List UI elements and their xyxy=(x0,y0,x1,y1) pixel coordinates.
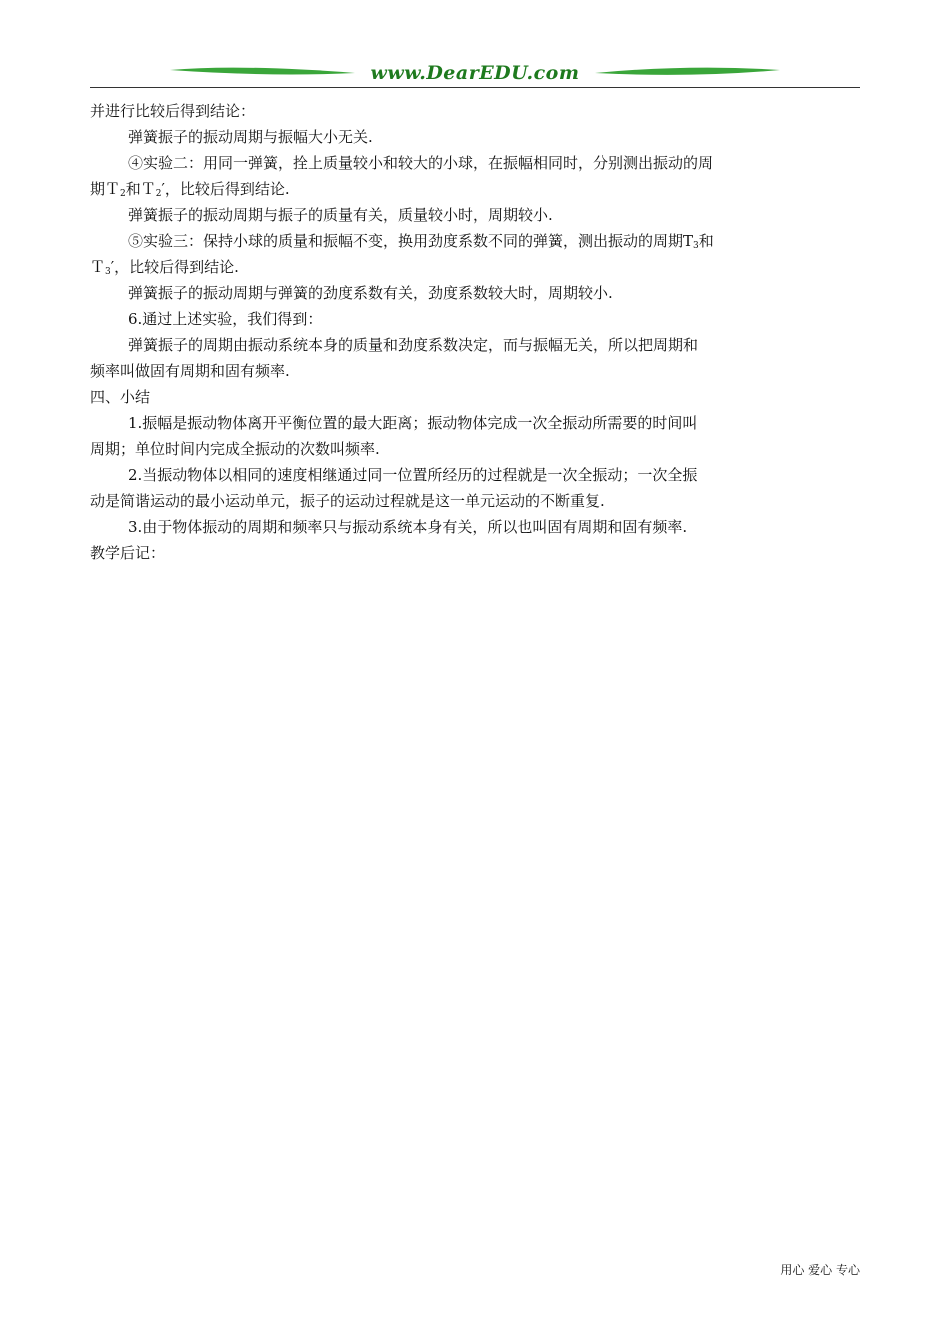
page-header xyxy=(90,60,860,90)
paragraph-line xyxy=(90,254,860,280)
paragraph-line: 频率叫做固有周期和固有频率. xyxy=(90,362,290,380)
document-body xyxy=(90,98,860,566)
text-run: 和Ｔ xyxy=(125,180,156,198)
header-divider xyxy=(90,87,860,88)
paragraph-line: 1.振幅是振动物体离开平衡位置的最大距离；振动物体完成一次全振动所需要的时间叫 xyxy=(128,414,698,432)
text-run: ′，比较后得到结论. xyxy=(161,180,290,198)
subscript: 2 xyxy=(155,189,162,199)
paragraph-line: 2.当振动物体以相同的速度相继通过同一位置所经历的过程就是一次全振动；一次全振 xyxy=(128,466,698,484)
text-run: Ｔ xyxy=(90,258,106,276)
paragraph-line: 教学后记： xyxy=(90,544,166,562)
paragraph-line xyxy=(90,228,860,254)
paragraph-line: 弹簧振子的振动周期与振幅大小无关. xyxy=(128,128,373,146)
text-run: ⑤实验三：保持小球的质量和振幅不变，换用劲度系数不同的弹簧，测出振动的周期T xyxy=(128,232,694,250)
text-run: ′，比较后得到结论. xyxy=(110,258,239,276)
section-heading: 四、小结 xyxy=(90,388,151,406)
paragraph-line: 6.通过上述实验，我们得到： xyxy=(128,310,323,328)
paragraph-line: 弹簧振子的振动周期与弹簧的劲度系数有关，劲度系数较大时，周期较小. xyxy=(128,284,613,302)
paragraph-line xyxy=(90,176,860,202)
text-run: 期Ｔ xyxy=(90,180,121,198)
paragraph-line: 动是简谐运动的最小运动单元，振子的运动过程就是这一单元运动的不断重复. xyxy=(90,492,605,510)
subscript: 3 xyxy=(693,241,699,251)
subscript: 3 xyxy=(105,267,111,277)
paragraph-line: 弹簧振子的周期由振动系统本身的质量和劲度系数决定，而与振幅无关，所以把周期和 xyxy=(128,336,699,354)
paragraph-line: 弹簧振子的振动周期与振子的质量有关，质量较小时，周期较小. xyxy=(128,206,553,224)
subscript: 2 xyxy=(120,189,126,199)
site-logo[interactable]: www.DearEDU.com xyxy=(370,62,580,84)
paragraph-line: ④实验二：用同一弹簧，拴上质量较小和较大的小球，在振幅相同时，分别测出振动的周 xyxy=(128,154,714,172)
paragraph-line: 3.由于物体振动的周期和频率只与振动系统本身有关，所以也叫固有周期和固有频率. xyxy=(128,518,688,536)
paragraph-line: 并进行比较后得到结论： xyxy=(90,102,256,120)
text-run: 和 xyxy=(698,232,714,250)
page-footer: 用心 爱心 专心 xyxy=(780,1263,860,1277)
paragraph-line: 周期；单位时间内完成全振动的次数叫频率. xyxy=(90,440,380,458)
